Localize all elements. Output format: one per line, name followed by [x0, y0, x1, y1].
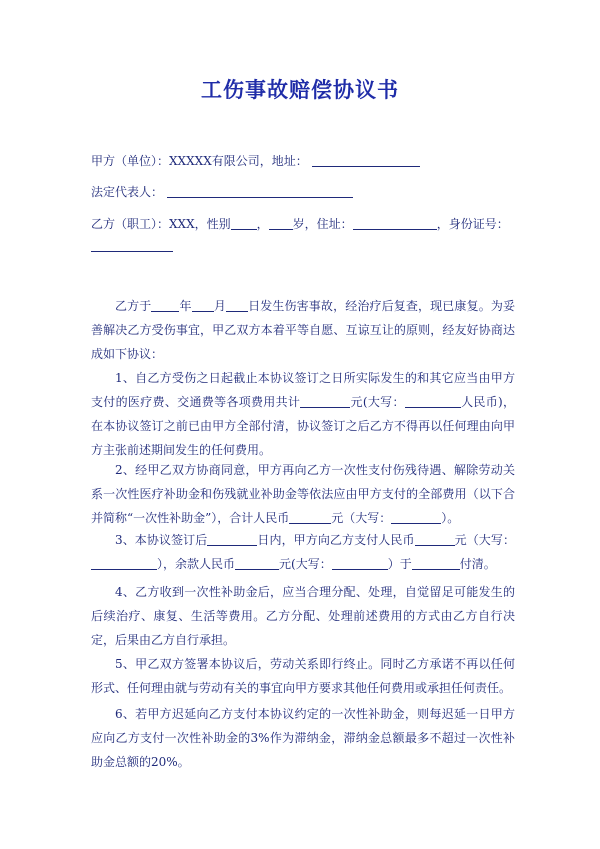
clause-2 — [91, 458, 515, 530]
year-blank[interactable] — [151, 297, 179, 312]
clause-3-text-5: 元(大写： — [279, 557, 332, 571]
legal-rep-blank[interactable] — [167, 183, 353, 198]
clause-3 — [91, 528, 515, 576]
party-b-id-line — [91, 235, 173, 257]
clause-3-text-2: 日内，甲方向乙方支付人民币 — [257, 533, 415, 547]
party-b-name: XXX，性别 — [169, 217, 231, 231]
clause-2-amount-blank[interactable] — [289, 509, 331, 524]
intro-month-label: 月 — [213, 299, 226, 313]
party-b-line — [91, 213, 509, 235]
clause-3-text-7: 付清。 — [459, 557, 496, 571]
party-a-address-blank[interactable] — [312, 152, 420, 167]
clause-3-text-1: 3、本协议签订后 — [115, 533, 208, 547]
clause-2-capital-blank[interactable] — [391, 509, 441, 524]
clause-5: 5、甲乙双方签署本协议后，劳动关系即行终止。同时乙方承诺不再以任何形式、任何理由就与劳动有关的事宜向甲方要求其他任何费用或承担任何责任。 — [91, 657, 515, 695]
party-a-line — [91, 150, 420, 172]
party-a-name: XXXXX有限公司，地址： — [169, 154, 308, 168]
clause-1-text-2: 元(大写： — [350, 395, 405, 409]
clause-2-text-3: ）。 — [441, 511, 460, 525]
party-b-id-label: ，身份证号： — [436, 217, 509, 231]
party-b-label: 乙方（职工）： — [91, 217, 170, 231]
document-title: 工伤事故赔偿协议书 — [201, 77, 399, 102]
clause-3-text-3: 元（大写： — [454, 533, 515, 547]
clause-1-capital-blank[interactable] — [405, 393, 461, 408]
clause-1-amount-blank[interactable] — [300, 393, 350, 408]
intro-text-2: 日发生伤害事故，经治疗后复查，现已康复。为妥善解决乙方受伤事宜，甲乙双方本着平等自愿、互谅互让的原则，经友好协商达成如下协议： — [91, 299, 515, 361]
party-a-label: 甲方（单位）： — [91, 154, 170, 168]
gender-blank[interactable] — [231, 215, 257, 230]
party-b-age-unit: 岁，住址： — [292, 217, 353, 231]
clause-4: 4、乙方收到一次性补助金后，应当合理分配、处理，自觉留足可能发生的后续治疗、康复、生活等费用。乙方分配、处理前述费用的方式由乙方自行决定，后果由乙方自行承担。 — [91, 585, 515, 647]
age-blank[interactable] — [269, 215, 293, 230]
legal-rep-line — [91, 181, 353, 203]
clause-3-balance-capital-blank[interactable] — [332, 555, 388, 570]
day-blank[interactable] — [226, 297, 248, 312]
intro-text-1: 乙方于 — [115, 299, 152, 313]
clause-3-text-6: ）于 — [387, 557, 412, 571]
party-b-address-blank[interactable] — [353, 215, 437, 230]
clause-3-balance-blank[interactable] — [235, 555, 279, 570]
intro-year-label: 年 — [179, 299, 192, 313]
clause-1-text-3: 人民币)，在本协议签订之前已由甲方全部付清，协议签订之后乙方不得再以任何理由向甲方主张前述期间发生的任何费用。 — [91, 395, 515, 457]
party-b-sep: ， — [256, 217, 269, 231]
clause-2-text-2: 元（大写： — [331, 511, 392, 525]
clause-1-text-1: 1、自乙方受伤之日起截止本协议签订之日所实际发生的和其它应当由甲方支付的医疗费、交通费等各项费用共计 — [91, 371, 515, 409]
id-number-blank[interactable] — [91, 237, 173, 252]
clause-3-text-4: ），余款人民币 — [157, 557, 236, 571]
clause-3-days-blank[interactable] — [207, 531, 257, 546]
clause-2-text-1: 2、经甲乙双方协商同意，甲方再向乙方一次性支付伤残待遇、解除劳动关系一次性医疗补助金和伤残就业补助金等依法应由甲方支付的全部费用（以下合并简称“一次性补助金”），合计人民币 — [91, 463, 515, 525]
month-blank[interactable] — [192, 297, 214, 312]
clause-3-capital-blank[interactable] — [91, 555, 157, 570]
clause-6: 6、若甲方迟延向乙方支付本协议约定的一次性补助金，则每迟延一日甲方应向乙方支付一次性补助金的3%作为滞纳金，滞纳金总额最多不超过一次性补助金总额的20%。 — [91, 707, 515, 769]
legal-rep-label: 法定代表人： — [91, 185, 164, 199]
intro-paragraph — [91, 294, 515, 366]
clause-3-date-blank[interactable] — [412, 555, 460, 570]
clause-3-amount-blank[interactable] — [415, 531, 455, 546]
clause-1 — [91, 366, 515, 462]
